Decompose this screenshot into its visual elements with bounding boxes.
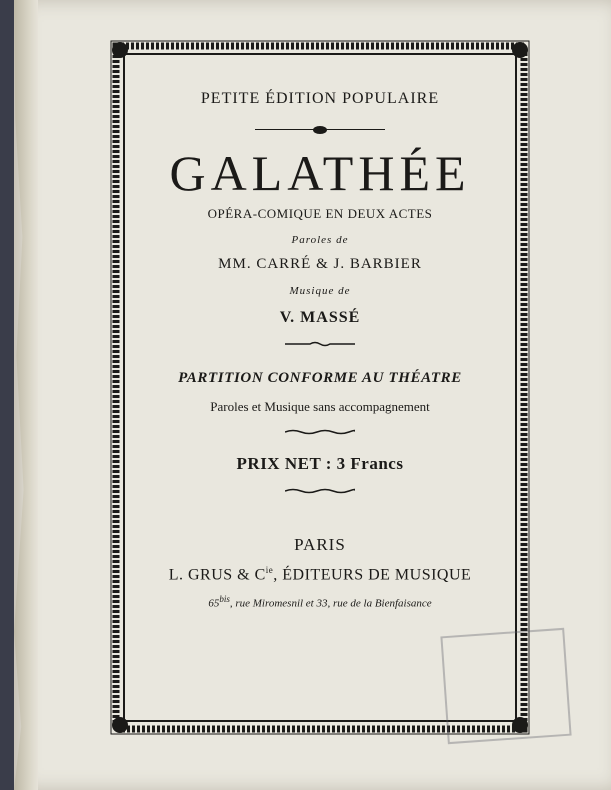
publisher-sup: ie bbox=[265, 565, 274, 575]
ornament-divider bbox=[285, 341, 355, 347]
music-by-label: Musique de bbox=[289, 285, 351, 297]
library-stamp bbox=[440, 628, 571, 744]
publisher bbox=[125, 565, 515, 584]
price-label: PRIX NET bbox=[236, 454, 321, 473]
address bbox=[125, 594, 515, 610]
librettists: MM. CARRÉ & J. BARBIER bbox=[218, 256, 422, 272]
series-title: PETITE ÉDITION POPULAIRE bbox=[200, 90, 440, 107]
address-number: 65 bbox=[208, 597, 220, 610]
address-sup: bis bbox=[219, 594, 230, 605]
publisher-suffix: , ÉDITEURS DE MUSIQUE bbox=[273, 566, 472, 584]
ornament-divider bbox=[285, 488, 355, 494]
price-line bbox=[125, 454, 515, 474]
worn-page-edge bbox=[14, 0, 38, 790]
address-rest: , rue Miromesnil et 33, rue de la Bienfaisance bbox=[229, 597, 432, 610]
ornament-divider bbox=[285, 429, 355, 435]
document-page bbox=[14, 0, 611, 790]
cover-content bbox=[125, 90, 515, 610]
price-value: 3 Francs bbox=[336, 454, 404, 473]
work-subtitle: OPÉRA-COMIQUE EN DEUX ACTES bbox=[207, 206, 433, 221]
divider-dot bbox=[313, 126, 327, 134]
paroles-musique: Paroles et Musique sans accompagnement bbox=[210, 399, 430, 414]
composer: V. MASSÉ bbox=[279, 309, 361, 326]
publisher-prefix: L. GRUS & C bbox=[168, 566, 266, 584]
lyrics-by-label: Paroles de bbox=[291, 234, 349, 246]
price-colon: : bbox=[320, 454, 337, 473]
partition-note: PARTITION CONFORME AU THÉATRE bbox=[178, 370, 462, 386]
city: PARIS bbox=[294, 535, 346, 554]
divider-rule bbox=[255, 126, 385, 134]
work-title: GALATHÉE bbox=[169, 145, 471, 201]
